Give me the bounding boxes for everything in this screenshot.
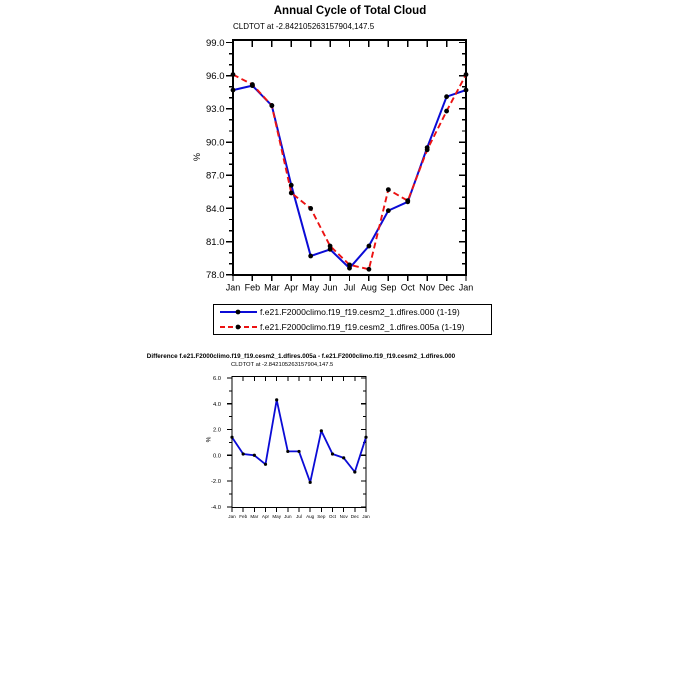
legend-item-dfires-005a [214, 320, 491, 334]
svg-text:99.0: 99.0 [206, 37, 225, 49]
diff-chart-y-axis-label: % [205, 436, 213, 443]
svg-text:0.0: 0.0 [212, 453, 221, 460]
svg-text:Oct: Oct [400, 282, 415, 293]
diff-series-markers-0 [230, 398, 367, 484]
svg-text:Jun: Jun [284, 514, 292, 519]
main-y-tick-labels [206, 38, 225, 281]
main-series-line-0 [233, 86, 466, 269]
legend-label: f.e21.F2000climo.f19_f19.cesm2_1.dfires.005a (1-19) [260, 321, 465, 332]
legend-marker-icon [236, 324, 241, 329]
svg-text:Mar: Mar [264, 282, 280, 293]
svg-text:90.0: 90.0 [206, 137, 225, 149]
diff-x-ticks [232, 377, 366, 513]
svg-text:Nov: Nov [419, 282, 436, 293]
legend-marker-icon [236, 310, 241, 315]
main-chart-subtitle: CLDTOT at -2.842105263157904,147.5 [233, 22, 375, 31]
svg-text:Feb: Feb [239, 514, 248, 519]
svg-text:84.0: 84.0 [206, 203, 225, 215]
diff-month-labels [228, 514, 370, 519]
legend-line-dashed-sample [219, 321, 259, 333]
svg-text:78.0: 78.0 [206, 270, 225, 282]
main-series-markers-0 [231, 83, 469, 270]
main-series-line-1 [233, 75, 466, 270]
main-chart-title: Annual Cycle of Total Cloud [273, 5, 427, 17]
svg-text:Jan: Jan [362, 514, 370, 519]
main-plot-box [233, 40, 466, 275]
svg-text:4.0: 4.0 [212, 401, 221, 408]
svg-text:Feb: Feb [244, 282, 261, 293]
svg-text:93.0: 93.0 [206, 104, 225, 116]
svg-text:Nov: Nov [339, 514, 348, 519]
svg-text:Jul: Jul [343, 282, 356, 293]
svg-text:-4.0: -4.0 [211, 504, 221, 511]
svg-text:Aug: Aug [306, 514, 315, 519]
svg-text:Jan: Jan [225, 282, 241, 293]
diff-plot-box [232, 377, 366, 508]
svg-text:Jul: Jul [296, 514, 302, 519]
svg-text:Mar: Mar [250, 514, 259, 519]
svg-text:Dec: Dec [350, 514, 359, 519]
legend-item-dfires-000 [214, 305, 491, 319]
diff-y-tick-labels [211, 376, 221, 511]
main-series-markers-1 [231, 72, 469, 271]
legend-line-solid-sample [219, 306, 259, 318]
svg-text:Jun: Jun [322, 282, 338, 293]
svg-text:Apr: Apr [261, 514, 270, 519]
main-chart [206, 38, 473, 293]
svg-text:Sep: Sep [317, 514, 326, 519]
svg-text:-2.0: -2.0 [211, 479, 221, 486]
diff-y-ticks [227, 378, 366, 507]
svg-text:Jan: Jan [228, 514, 236, 519]
legend-box [213, 304, 492, 335]
svg-text:May: May [272, 514, 282, 519]
diff-chart [211, 376, 370, 519]
main-chart-y-axis-label: % [192, 152, 203, 162]
legend-label: f.e21.F2000climo.f19_f19.cesm2_1.dfires.000 (1-19) [260, 307, 460, 318]
svg-text:Apr: Apr [284, 282, 299, 293]
svg-text:Sep: Sep [380, 282, 397, 293]
svg-text:Oct: Oct [328, 514, 337, 519]
svg-text:Jan: Jan [458, 282, 474, 293]
svg-text:Dec: Dec [438, 282, 455, 293]
diff-chart-title: Difference f.e21.F2000climo.f19_f19.cesm2_1.dfires.005a - f.e21.F2000climo.f19_f19.cesm2_1.dfires.000 [146, 353, 456, 360]
svg-text:2.0: 2.0 [212, 427, 221, 434]
svg-text:81.0: 81.0 [206, 236, 225, 248]
svg-text:May: May [302, 282, 320, 293]
svg-text:87.0: 87.0 [206, 170, 225, 182]
main-y-ticks [226, 43, 466, 275]
svg-text:96.0: 96.0 [206, 71, 225, 83]
diff-chart-subtitle: CLDTOT at -2.842105263157904,147.5 [231, 362, 334, 368]
main-month-labels [226, 283, 474, 293]
svg-text:Aug: Aug [360, 282, 377, 293]
diff-series-line-0 [232, 400, 366, 482]
svg-text:6.0: 6.0 [212, 376, 221, 383]
main-x-ticks [233, 40, 466, 281]
